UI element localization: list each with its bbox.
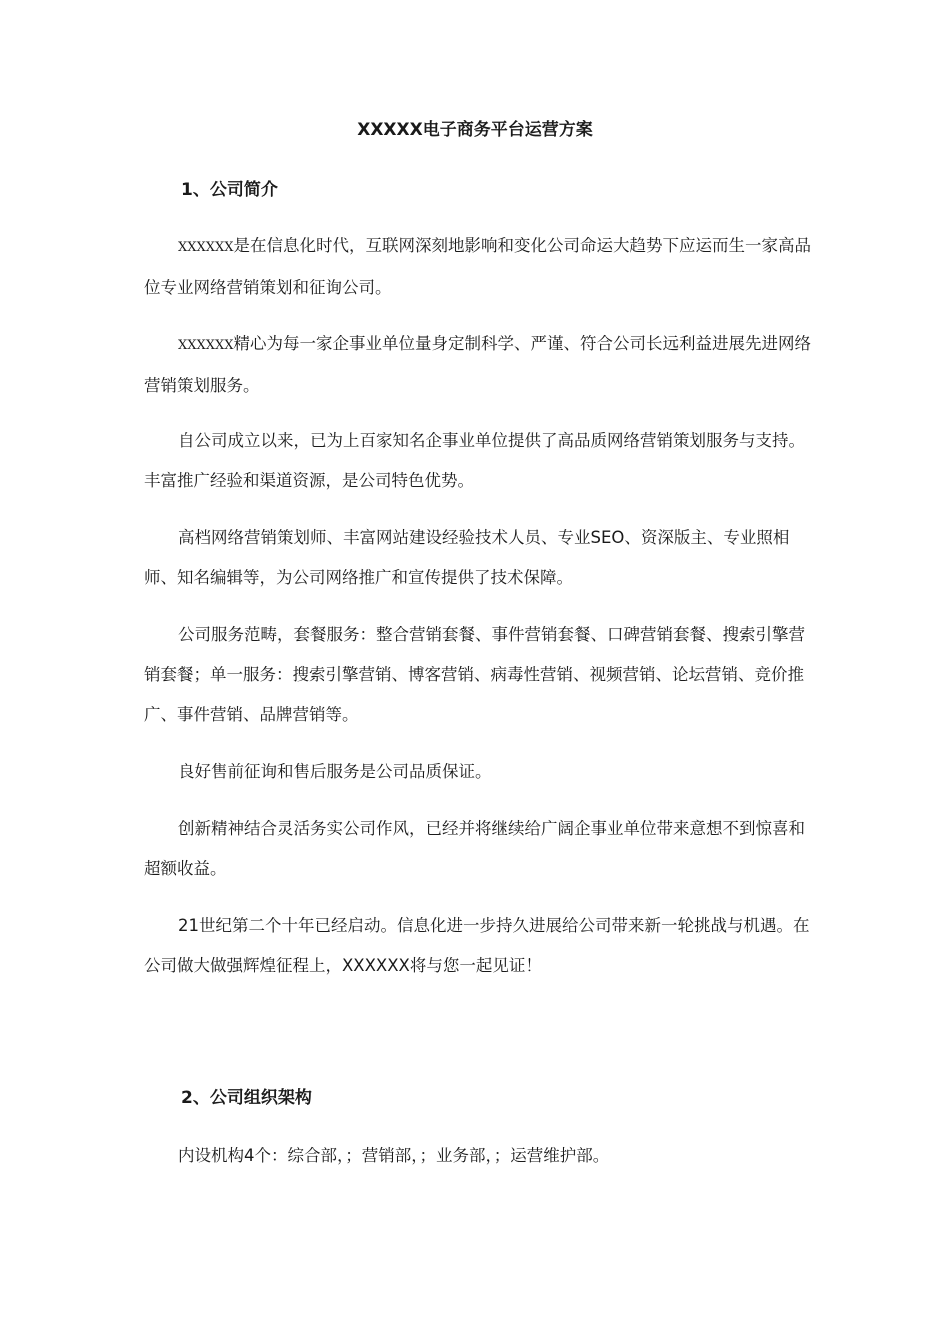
paragraph-intro-1 — [144, 226, 812, 308]
paragraph-text: 是在信息化时代，互联网深刻地影响和变化公司命运大趋势下应运而生一家高品位专业网络营销策划和征询公司。 — [144, 236, 812, 297]
document-title: XXXXX电子商务平台运营方案 — [357, 120, 593, 140]
paragraph-intro-5: 公司服务范畴，套餐服务：整合营销套餐、事件营销套餐、口碑营销套餐、搜索引擎营销套餐；单一服务：搜索引擎营销、博客营销、病毒性营销、视频营销、论坛营销、竞价推广、事件营销、品牌营销等。 — [144, 625, 805, 724]
paragraph-intro-2 — [144, 324, 812, 406]
company-name-placeholder: XXXXXX — [178, 240, 234, 255]
paragraph-text: 精心为每一家企事业单位量身定制科学、严谨、符合公司长远利益进展先进网络营销策划服务。 — [144, 334, 812, 395]
paragraph-intro-3: 自公司成立以来，已为上百家知名企事业单位提供了高品质网络营销策划服务与支持。丰富推广经验和渠道资源，是公司特色优势。 — [144, 431, 805, 490]
paragraph-org-1: 内设机构4个：综合部，；营销部，；业务部，；运营维护部。 — [178, 1146, 610, 1165]
section-heading-org-structure: 2、公司组织架构 — [181, 1088, 312, 1108]
company-name-placeholder: XXXXXX — [178, 338, 234, 353]
paragraph-intro-6: 良好售前征询和售后服务是公司品质保证。 — [178, 762, 492, 781]
paragraph-intro-7: 创新精神结合灵活务实公司作风，已经并将继续给广阔企事业单位带来意想不到惊喜和超额收益。 — [144, 819, 805, 878]
paragraph-intro-4: 高档网络营销策划师、丰富网站建设经验技术人员、专业SEO、资深版主、专业照相师、知名编辑等，为公司网络推广和宣传提供了技术保障。 — [144, 528, 790, 587]
paragraph-intro-8: 21世纪第二个十年已经启动。信息化进一步持久进展给公司带来新一轮挑战与机遇。在公司做大做强辉煌征程上，XXXXXX将与您一起见证！ — [144, 916, 810, 975]
section-heading-company-intro: 1、公司简介 — [181, 180, 278, 200]
